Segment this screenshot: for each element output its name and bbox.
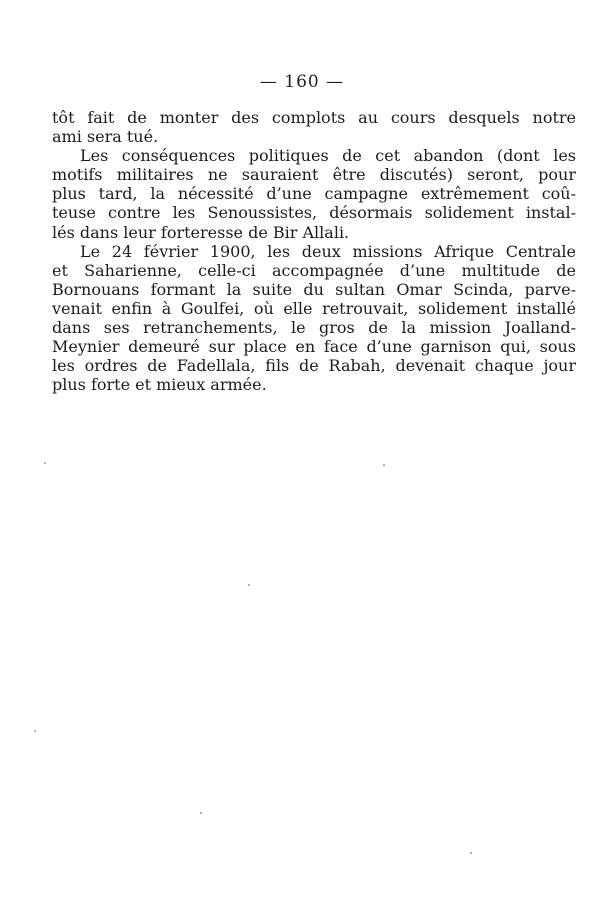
text-line: Les conséquences politiques de cet abandon (dont les bbox=[80, 146, 576, 166]
text-line: venait enfin à Goulfei, où elle retrouvait, solidement installé bbox=[52, 298, 576, 318]
scan-speck bbox=[383, 464, 385, 466]
scan-speck bbox=[34, 730, 36, 732]
scan-speck bbox=[44, 462, 46, 464]
text-line: tôt fait de monter des complots au cours desquels notre bbox=[52, 108, 576, 127]
text-line: Meynier demeuré sur place en face d’une garnison qui, sous bbox=[52, 337, 576, 357]
text-line: Bornouans formant la suite du sultan Omar Scinda, parve- bbox=[52, 279, 576, 299]
text-line: teuse contre les Senoussistes, désormais solidement instal- bbox=[52, 203, 576, 223]
body-text bbox=[52, 108, 576, 394]
scan-speck bbox=[248, 584, 250, 586]
text-line: lés dans leur forteresse de Bir Allali. bbox=[52, 222, 350, 242]
scan-speck bbox=[200, 812, 202, 814]
text-line: motifs militaires ne sauraient être discutés) seront, pour bbox=[52, 165, 576, 185]
scan-speck bbox=[470, 852, 472, 854]
text-line: les ordres de Fadellala, fils de Rabah, devenait chaque jour bbox=[52, 356, 576, 376]
text-line: Le 24 février 1900, les deux missions Afrique Centrale bbox=[80, 241, 576, 261]
text-line: ami sera tué. bbox=[52, 127, 159, 147]
page-number: — 160 — bbox=[259, 72, 345, 92]
text-line: et Saharienne, celle-ci accompagnée d’une multitude de bbox=[52, 260, 576, 280]
text-line: plus forte et mieux armée. bbox=[52, 375, 267, 395]
text-line: dans ses retranchements, le gros de la mission Joalland- bbox=[52, 318, 576, 338]
text-line: plus tard, la nécessité d’une campagne extrêmement coû- bbox=[52, 184, 576, 204]
